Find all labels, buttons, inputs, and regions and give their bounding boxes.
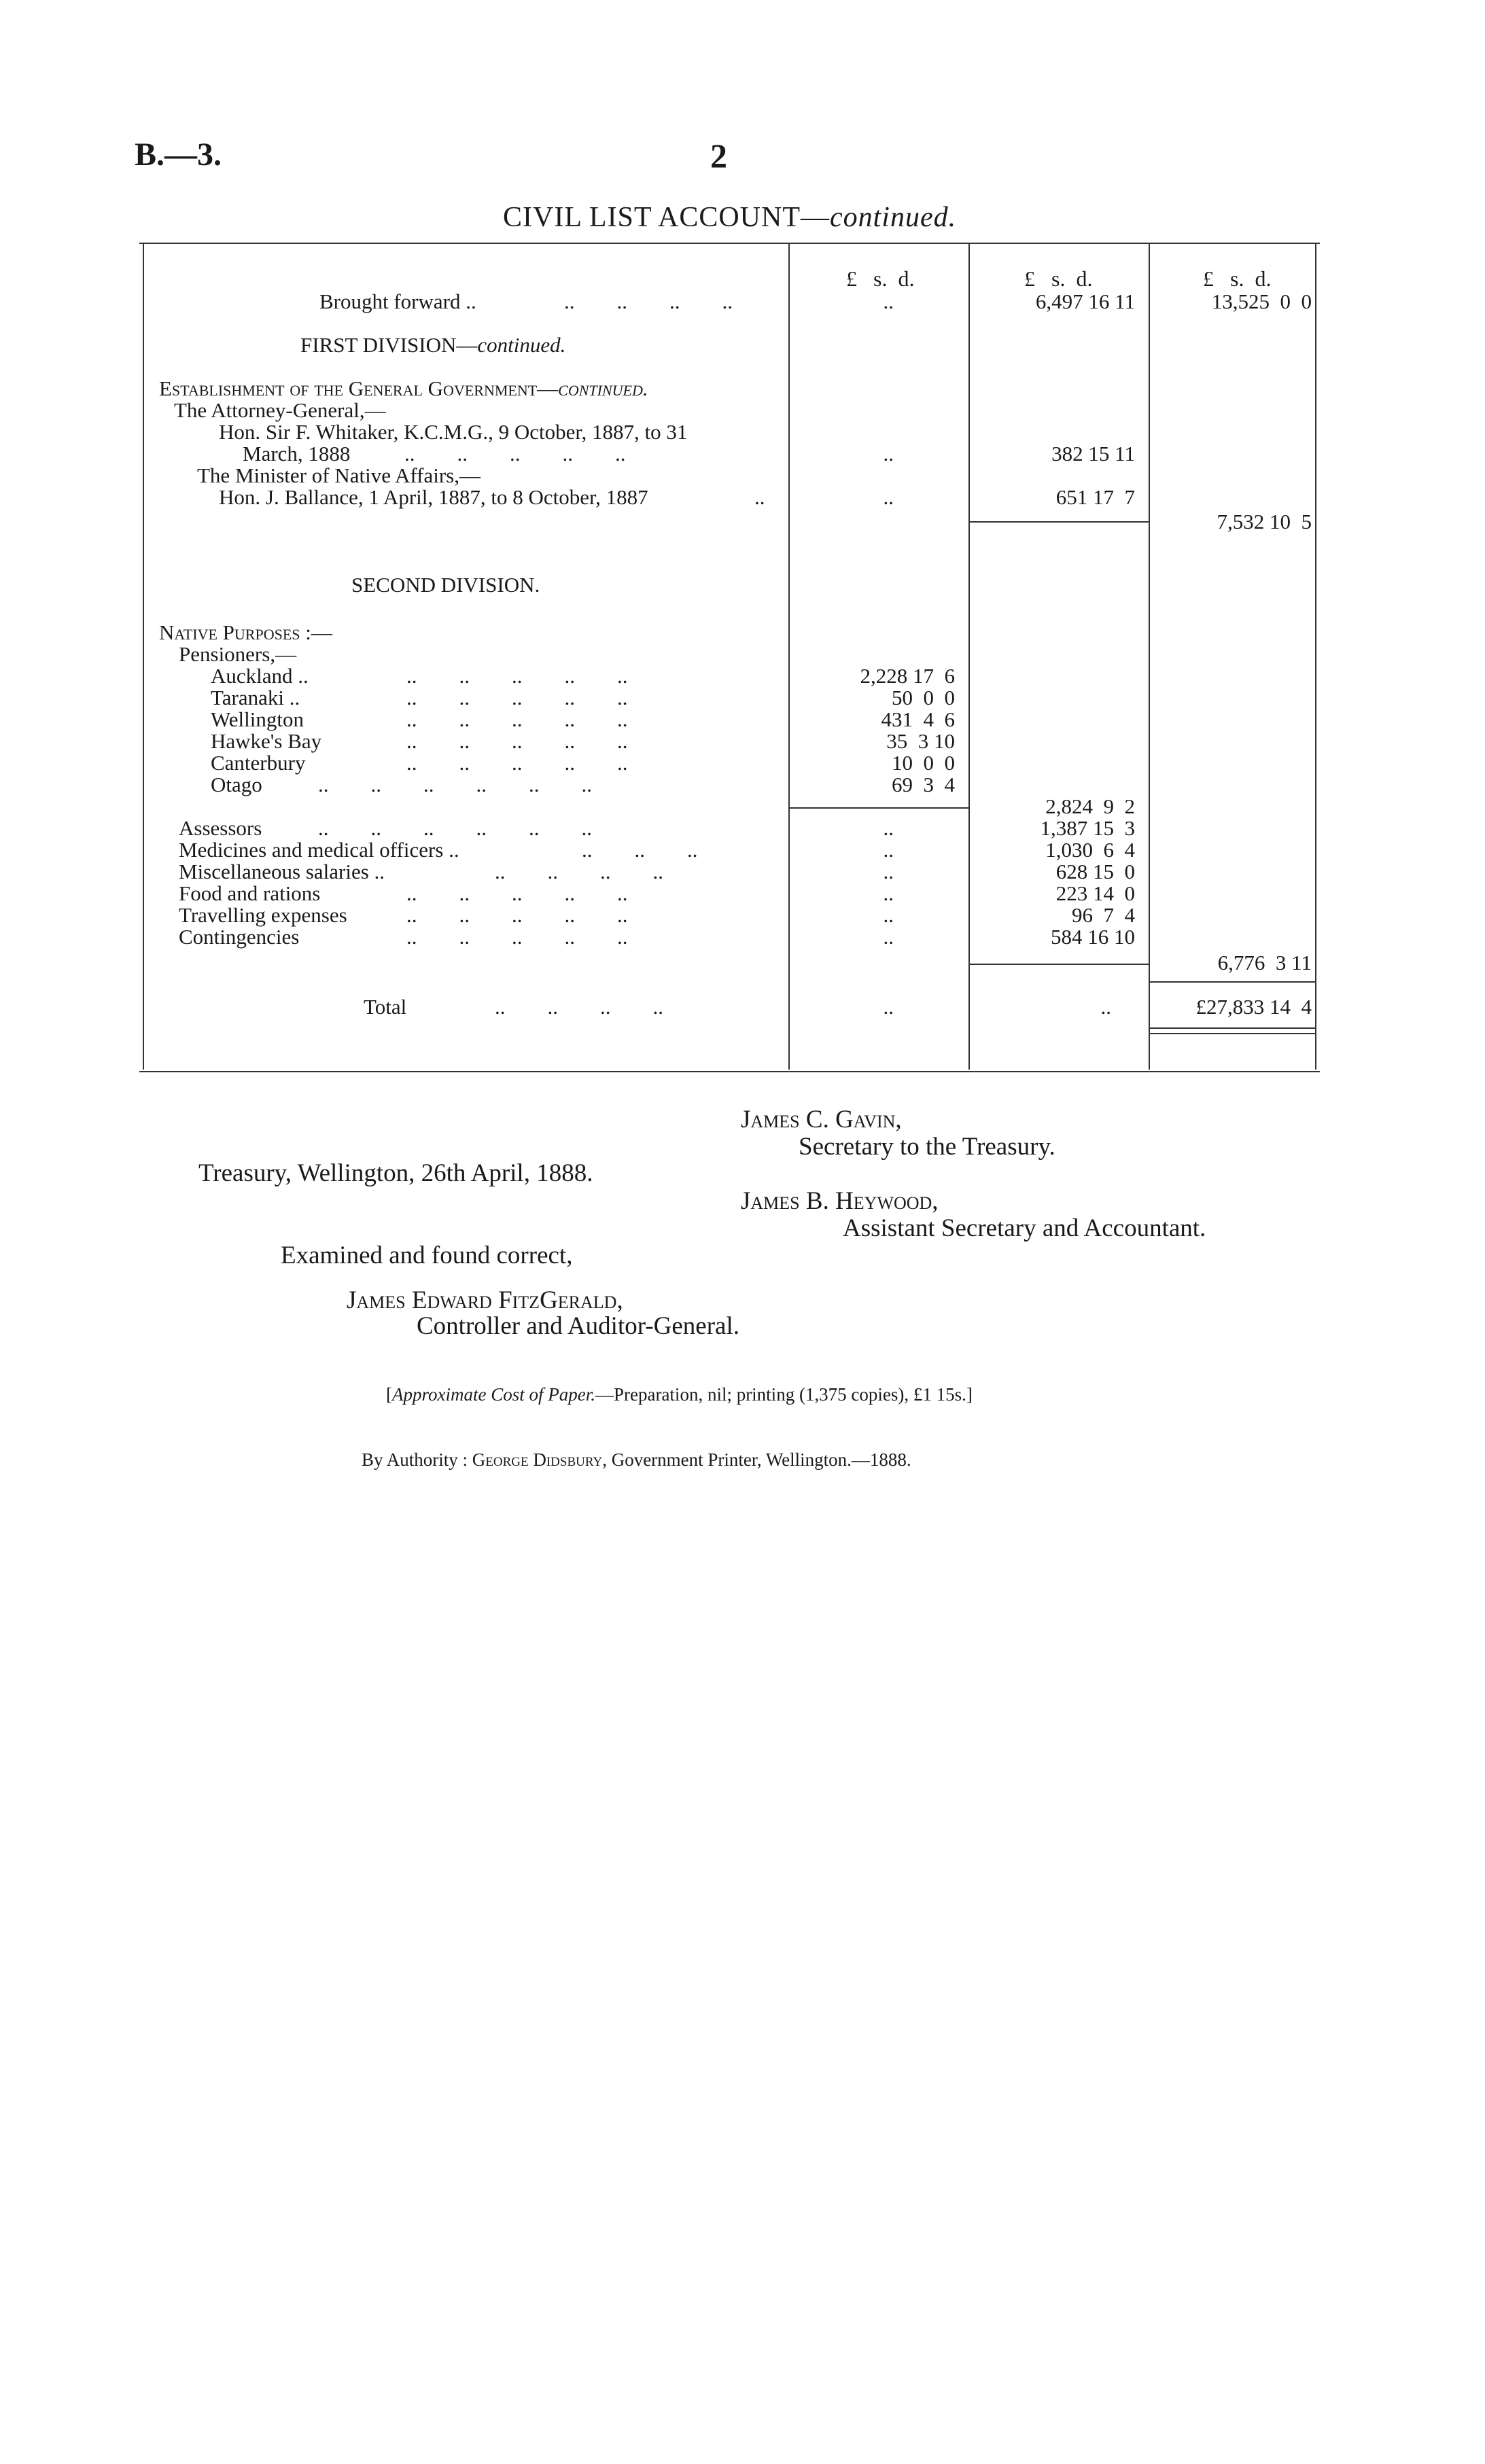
list-item: Contingencies bbox=[179, 925, 300, 949]
list-item-value: 10 0 0 bbox=[892, 751, 955, 775]
list-item-col1: .. bbox=[883, 925, 894, 949]
list-item-col2: 223 14 0 bbox=[1055, 881, 1135, 905]
brought-forward-col3: 13,525 0 0 bbox=[1211, 289, 1312, 313]
list-item-col2: 584 16 10 bbox=[1051, 925, 1135, 949]
cost-note: [Approximate Cost of Paper.—Preparation, nil; printing (1,375 copies), £1 15s.] bbox=[386, 1384, 973, 1405]
col3-s: s. bbox=[1230, 266, 1244, 291]
establishment-label: Establishment of the General Government— bbox=[159, 376, 559, 400]
list-item-value: 69 3 4 bbox=[892, 773, 955, 796]
brought-forward-label: Brought forward .. bbox=[319, 289, 476, 313]
list-item: Travelling expenses bbox=[179, 903, 347, 927]
total-col1: .. bbox=[883, 995, 894, 1019]
col1-d: d. bbox=[898, 266, 915, 291]
whitaker-dots: .. .. .. .. .. bbox=[404, 442, 626, 465]
list-item-dots: .. .. .. .. .. bbox=[406, 686, 628, 709]
list-item: Assessors bbox=[179, 816, 262, 840]
list-item-value: 2,228 17 6 bbox=[860, 664, 955, 688]
list-item-col1: .. bbox=[883, 860, 894, 883]
list-item: Medicines and medical officers .. bbox=[179, 838, 459, 862]
list-item-col2: 96 7 4 bbox=[1072, 903, 1135, 927]
col2-subtotal-rule-1 bbox=[968, 521, 1149, 523]
second-division-heading: SECOND DIVISION. bbox=[351, 573, 540, 597]
fitzgerald-title: Controller and Auditor-General. bbox=[417, 1312, 739, 1340]
ballance-dots: .. bbox=[754, 485, 765, 509]
list-item: Miscellaneous salaries .. bbox=[179, 860, 385, 883]
pensioners-heading: Pensioners,— bbox=[179, 642, 297, 666]
establishment-suffix: continued. bbox=[558, 376, 648, 400]
printer-name: George Didsbury bbox=[472, 1449, 603, 1470]
whitaker-col2: 382 15 11 bbox=[1051, 442, 1135, 465]
heywood-title: Assistant Secretary and Accountant. bbox=[843, 1214, 1206, 1242]
gavin-title: Secretary to the Treasury. bbox=[799, 1133, 1055, 1161]
whitaker-line-2: March, 1888 bbox=[243, 442, 351, 465]
account-table bbox=[139, 243, 1320, 1072]
list-item: Taranaki .. bbox=[211, 686, 300, 709]
list-item: Hawke's Bay bbox=[211, 729, 322, 753]
title-suffix: continued. bbox=[830, 202, 957, 233]
list-item: Otago bbox=[211, 773, 262, 796]
examined-text: Examined and found correct, bbox=[281, 1242, 573, 1269]
authority-rest: , Government Printer, Wellington.—1888. bbox=[602, 1449, 911, 1470]
fitzgerald-name: James Edward FitzGerald, bbox=[347, 1286, 623, 1314]
ballance-label: Hon. J. Ballance, 1 April, 1887, to 8 October, 1887 bbox=[219, 485, 648, 509]
table-right-border bbox=[1315, 243, 1316, 1070]
list-item: Auckland .. bbox=[211, 664, 309, 688]
authority-label: By Authority : bbox=[362, 1449, 468, 1470]
list-item-value: 35 3 10 bbox=[886, 729, 955, 753]
list-item-dots: .. .. .. .. .. .. bbox=[318, 816, 592, 840]
total-label: Total bbox=[364, 995, 407, 1019]
second-subtotal-col3: 6,776 3 11 bbox=[1217, 951, 1312, 974]
cost-label: Approximate Cost of Paper. bbox=[392, 1384, 595, 1405]
list-item-col1: .. bbox=[883, 881, 894, 905]
ballance-col1: .. bbox=[883, 485, 894, 509]
brought-forward-col2: 6,497 16 11 bbox=[1035, 289, 1135, 313]
grand-total: £27,833 14 4 bbox=[1195, 995, 1312, 1019]
list-item: Canterbury bbox=[211, 751, 306, 775]
col2-subtotal-rule-2 bbox=[968, 964, 1149, 965]
list-item-col2: 1,030 6 4 bbox=[1045, 838, 1135, 862]
list-item-dots: .. .. .. .. .. bbox=[406, 664, 628, 688]
list-item-dots: .. .. .. .. .. bbox=[406, 903, 628, 927]
col2-heading bbox=[1024, 268, 1092, 289]
first-division-label: FIRST DIVISION— bbox=[300, 333, 478, 357]
list-item-col2: 628 15 0 bbox=[1055, 860, 1135, 883]
page-number: 2 bbox=[710, 137, 727, 175]
list-item-col1: .. bbox=[883, 903, 894, 927]
list-item-dots: .. .. .. .. .. bbox=[406, 881, 628, 905]
list-item-value: 431 4 6 bbox=[881, 707, 955, 731]
col2-s: s. bbox=[1051, 266, 1066, 291]
heywood-name: James B. Heywood, bbox=[741, 1187, 939, 1215]
col1-subtotal-rule bbox=[788, 807, 968, 809]
list-item-dots: .. .. .. .. .. bbox=[406, 729, 628, 753]
list-item: Food and rations bbox=[179, 881, 321, 905]
list-item-dots: .. .. .. .. bbox=[495, 860, 663, 883]
document-reference: B.—3. bbox=[135, 137, 222, 173]
attorney-general-label: The Attorney-General,— bbox=[174, 398, 386, 422]
table-divider-3 bbox=[1149, 243, 1150, 1070]
list-item-dots: .. .. .. bbox=[582, 838, 698, 862]
col2-d: d. bbox=[1076, 266, 1093, 291]
whitaker-line-1: Hon. Sir F. Whitaker, K.C.M.G., 9 October, 1887, to 31 bbox=[219, 420, 688, 444]
authority-line bbox=[362, 1449, 911, 1471]
list-item-col2: 1,387 15 3 bbox=[1040, 816, 1135, 840]
list-item-value: 50 0 0 bbox=[892, 686, 955, 709]
place-date: Treasury, Wellington, 26th April, 1888. bbox=[198, 1159, 593, 1187]
list-item-dots: .. .. .. .. .. bbox=[406, 707, 628, 731]
grand-total-double-rule-2 bbox=[1149, 1033, 1315, 1034]
whitaker-col1: .. bbox=[883, 442, 894, 465]
col3-pound: £ bbox=[1203, 266, 1214, 291]
col3-total-rule bbox=[1149, 981, 1315, 983]
list-item-col1: .. bbox=[883, 838, 894, 862]
first-subtotal-col3: 7,532 10 5 bbox=[1217, 510, 1312, 533]
cost-text: —Preparation, nil; printing (1,375 copies), £1 15s. bbox=[595, 1384, 966, 1405]
title-main: CIVIL LIST ACCOUNT— bbox=[503, 202, 830, 233]
table-left-border bbox=[143, 243, 144, 1070]
list-item-dots: .. .. .. .. .. bbox=[406, 925, 628, 949]
brought-forward-dots: .. .. .. .. bbox=[564, 289, 733, 313]
list-item: Wellington bbox=[211, 707, 304, 731]
grand-total-double-rule-1 bbox=[1149, 1027, 1315, 1029]
first-division-heading bbox=[300, 334, 565, 356]
col3-d: d. bbox=[1255, 266, 1272, 291]
col1-heading bbox=[846, 268, 914, 289]
col1-pound: £ bbox=[846, 266, 857, 291]
total-dots: .. .. .. .. bbox=[495, 995, 663, 1019]
pensioners-total-col2: 2,824 9 2 bbox=[1045, 794, 1135, 818]
first-division-suffix: continued. bbox=[477, 333, 566, 357]
native-minister-label: The Minister of Native Affairs,— bbox=[197, 463, 481, 487]
page-title bbox=[503, 201, 956, 234]
gavin-name: James C. Gavin, bbox=[741, 1106, 902, 1133]
col3-heading bbox=[1203, 268, 1271, 289]
native-purposes-heading: Native Purposes :— bbox=[159, 620, 332, 644]
list-item-dots: .. .. .. .. .. bbox=[406, 751, 628, 775]
establishment-heading bbox=[159, 378, 648, 400]
list-item-dots: .. .. .. .. .. .. bbox=[318, 773, 592, 796]
total-col2: .. bbox=[1100, 995, 1111, 1019]
ballance-col2: 651 17 7 bbox=[1055, 485, 1135, 509]
col2-pound: £ bbox=[1024, 266, 1035, 291]
list-item-col1: .. bbox=[883, 816, 894, 840]
brought-forward-col1: .. bbox=[883, 289, 894, 313]
col1-s: s. bbox=[873, 266, 888, 291]
